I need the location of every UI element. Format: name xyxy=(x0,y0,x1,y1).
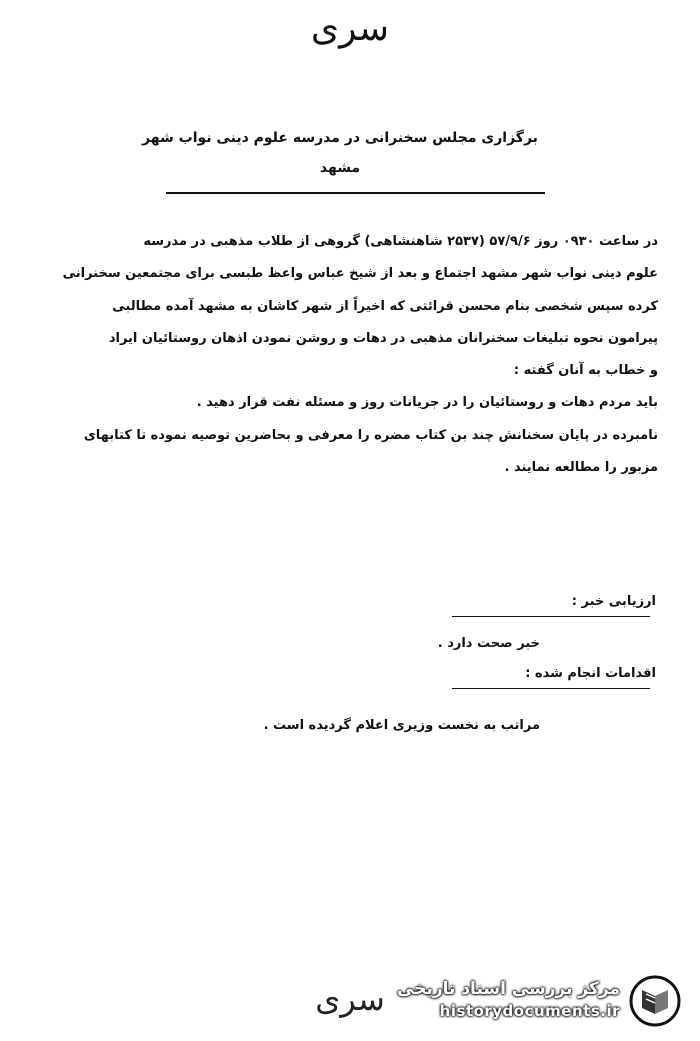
body-line: و خطاب به آنان گفته : xyxy=(513,363,658,379)
title-line-1: برگزاری مجلس سخنرانی در مدرسه علوم دینی نواب شهر xyxy=(142,130,538,146)
assessment-underline xyxy=(452,616,650,617)
actions-underline xyxy=(452,688,650,689)
classification-top: سری xyxy=(310,8,390,49)
body-line: کرده سپس شخصی بنام محسن قرائتی که اخیراً از شهر کاشان به مشهد آمده مطالبی xyxy=(112,298,658,314)
title-line-2: مشهد xyxy=(319,160,361,176)
archive-watermark xyxy=(386,972,686,1028)
report-body xyxy=(42,226,658,484)
body-line: پیرامون نحوه تبلیغات سخنرانان مذهبی در دهات و روشن نمودن اذهان روستائیان ایراد xyxy=(108,330,658,346)
actions-value: مراتب به نخست وزیری اعلام گردیده است . xyxy=(263,718,540,733)
watermark-url: historydocuments.ir xyxy=(439,1002,620,1020)
body-line: مزبور را مطالعه نمایند . xyxy=(504,460,658,476)
document-title xyxy=(140,123,540,183)
assessment-label: ارزیابی خبر : xyxy=(571,594,656,609)
book-logo-icon xyxy=(628,974,682,1028)
title-divider xyxy=(166,192,545,194)
body-line: علوم دینی نواب شهر مشهد اجتماع و بعد از شیخ عباس واعظ طبسی برای مجتمعین سخنرانی xyxy=(62,266,658,282)
actions-label: اقدامات انجام شده : xyxy=(525,666,656,681)
watermark-title: مرکز بررسی اسناد تاریخی xyxy=(397,979,620,999)
classification-bottom: سری xyxy=(315,980,385,1018)
body-line: باید مردم دهات و روستائیان را در جریانات روز و مسئله نفت قرار دهید . xyxy=(196,395,658,411)
watermark-text xyxy=(397,978,620,1022)
body-line: نامبرده در پایان سخنانش چند بن کتاب مضره را معرفی و بحاضرین توصیه نموده تا کتابهای xyxy=(83,427,658,443)
assessment-value: خبر صحت دارد . xyxy=(437,636,540,651)
body-line: در ساعت ۰۹۳۰ روز ۵۷/۹/۶ (۲۵۳۷ شاهنشاهی) گروهی از طلاب مذهبی در مدرسه xyxy=(143,234,658,249)
